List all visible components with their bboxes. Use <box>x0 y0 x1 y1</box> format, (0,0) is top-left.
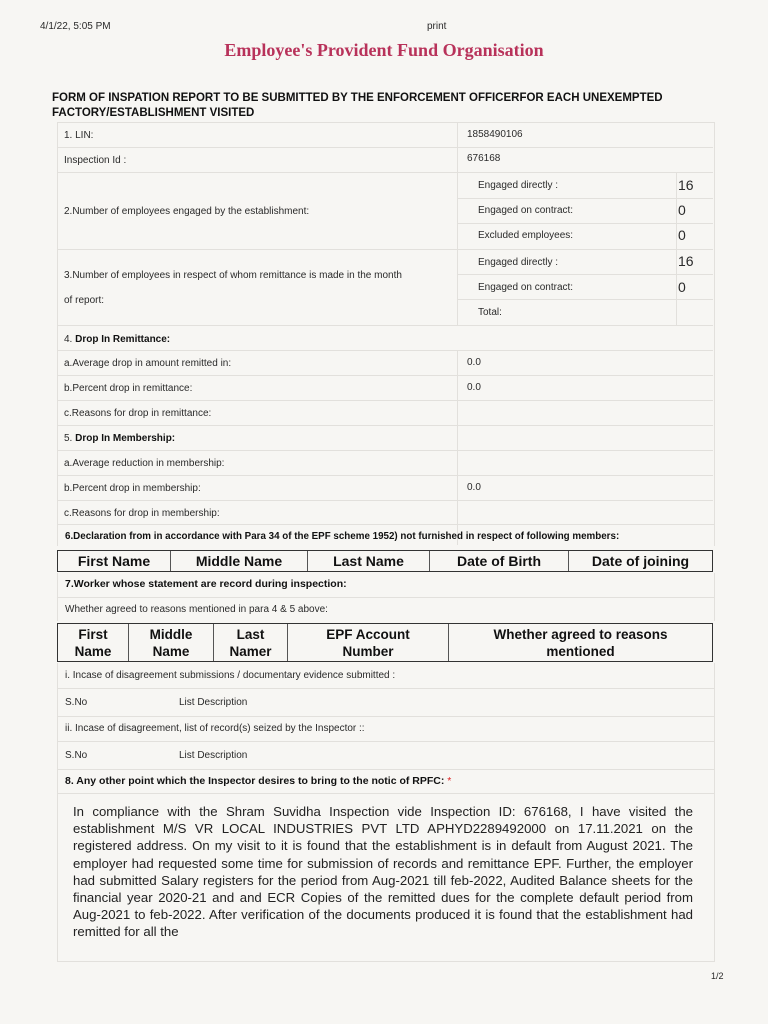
disagreement-seized-sno: S.No <box>65 750 88 761</box>
avg-drop-remitted-label: a.Average drop in amount remitted in: <box>64 358 232 369</box>
excluded-employees-row <box>458 223 713 249</box>
reason-drop-remittance-row <box>57 400 713 426</box>
employees-remittance-label-line2: of report: <box>64 295 105 306</box>
engaged-directly-label: Engaged directly : <box>478 180 559 191</box>
engaged-directly-row <box>458 172 713 198</box>
engaged-contract-row <box>458 198 713 223</box>
engaged-directly-value: 16 <box>678 177 694 193</box>
excluded-employees-value: 0 <box>678 227 686 243</box>
remit-total-row <box>458 299 713 326</box>
declaration-col-dob: Date of Birth <box>430 551 569 571</box>
declaration-col-last-name: Last Name <box>308 551 430 571</box>
declaration-col-doj: Date of joining <box>591 553 690 569</box>
lin-value: 1858490106 <box>467 129 523 140</box>
worker-col-middle-name-line2: Name <box>152 643 190 659</box>
pct-drop-remittance-value: 0.0 <box>467 382 481 393</box>
disagreement-submissions-label: i. Incase of disagreement submissions / documentary evidence submitted : <box>65 670 396 681</box>
worker-table-header <box>57 623 713 662</box>
disagreement-seized-list-row <box>57 741 715 770</box>
drop-membership-heading: Drop In Membership: <box>75 433 176 444</box>
worker-agreed-row <box>57 597 715 621</box>
inspection-id-label: Inspection Id : <box>64 155 127 166</box>
remit-engaged-directly-value: 16 <box>678 253 694 269</box>
declaration-col-first-name: First Name <box>58 551 171 571</box>
worker-col-epf-line1: EPF Account <box>326 626 410 642</box>
disagreement-submissions-list-row <box>57 688 715 717</box>
worker-heading-row <box>57 573 715 597</box>
avg-reduction-membership-label: a.Average reduction in membership: <box>64 458 225 469</box>
pct-drop-membership-row <box>57 475 713 501</box>
required-asterisk: * <box>447 775 452 787</box>
disagreement-submissions-row <box>57 663 715 688</box>
worker-col-first-name-line2: Name <box>74 643 112 659</box>
remit-engaged-contract-value: 0 <box>678 279 686 295</box>
worker-col-first-name-line1: First <box>78 626 108 642</box>
reason-drop-remittance-label: c.Reasons for drop in remittance: <box>64 408 212 419</box>
disagreement-submissions-sno: S.No <box>65 697 88 708</box>
declaration-heading: 6.Declaration from in accordance with Para 34 of the EPF scheme 1952) not furnished in respect of following members: <box>65 531 620 542</box>
declaration-table-header <box>57 550 713 572</box>
declaration-col-middle-name: Middle Name <box>171 551 308 571</box>
drop-remittance-heading: Drop In Remittance: <box>75 334 171 345</box>
pct-drop-remittance-row <box>57 375 713 401</box>
worker-col-middle-name-line1: Middle <box>149 626 193 642</box>
drop-membership-heading-row <box>57 425 713 451</box>
reason-drop-membership-row <box>57 500 713 525</box>
drop-remittance-num: 4. <box>64 334 73 345</box>
disagreement-seized-desc: List Description <box>179 750 248 761</box>
lin-row <box>57 122 713 147</box>
employees-remittance-label-line1: 3.Number of employees in respect of whom remittance is made in the month <box>64 270 402 281</box>
engaged-contract-value: 0 <box>678 202 686 218</box>
disagreement-seized-label: ii. Incase of disagreement, list of record(s) seized by the Inspector :: <box>65 723 365 734</box>
remarks-text: In compliance with the Shram Suvidha Inspection vide Inspection ID: 676168, I have visited the establishment M/S VR LOCAL INDUSTRIES PVT LTD APHYD2289492000 on 17.11.2021 on the registered address. On my visit to it is found that the establishment is in default from August 2021. The employer had requested some time for submission of records and remittance EPF. Further, the employer had submitted Salary registers for the period from Aug-2021 till feb-2022, Audited Balance sheets for the financial year 2020-21 and and ECR Copies of the remitted dues for the complete default period from Aug-2021 to feb-2022. After verification of the documents produced it is found that the establishment had remitted for all the <box>73 804 693 940</box>
worker-col-last-name-line2: Namer <box>229 643 272 659</box>
disagreement-seized-row <box>57 716 715 741</box>
print-datetime: 4/1/22, 5:05 PM <box>40 21 111 32</box>
engaged-contract-label: Engaged on contract: <box>478 205 574 216</box>
employees-engaged-label: 2.Number of employees engaged by the establishment: <box>64 206 310 217</box>
worker-col-agreed-line2: mentioned <box>546 643 615 659</box>
pct-drop-remittance-label: b.Percent drop in remittance: <box>64 383 193 394</box>
other-point-row <box>57 769 715 793</box>
worker-agreed-label: Whether agreed to reasons mentioned in para 4 & 5 above: <box>65 604 328 615</box>
remit-engaged-directly-label: Engaged directly : <box>478 257 559 268</box>
inspection-id-value: 676168 <box>467 153 501 164</box>
avg-drop-remitted-value: 0.0 <box>467 357 481 368</box>
remit-engaged-contract-row <box>458 274 713 300</box>
page-title: Employee's Provident Fund Organisation <box>224 40 544 60</box>
lin-label: 1. LIN: <box>64 130 94 141</box>
other-point-label: 8. Any other point which the Inspector desires to bring to the notic of RPFC: <box>65 775 445 787</box>
worker-heading: 7.Worker whose statement are record during inspection: <box>65 578 347 590</box>
disagreement-submissions-desc: List Description <box>179 697 248 708</box>
remit-total-label: Total: <box>478 307 502 318</box>
worker-col-last-name-line1: Last <box>236 626 265 642</box>
excluded-employees-label: Excluded employees: <box>478 230 574 241</box>
page-number: 1/2 <box>711 971 724 981</box>
avg-drop-remitted-row <box>57 350 713 376</box>
avg-reduction-membership-row <box>57 450 713 476</box>
pct-drop-membership-label: b.Percent drop in membership: <box>64 483 201 494</box>
form-title: FORM OF INSPATION REPORT TO BE SUBMITTED BY THE ENFORCEMENT OFFICERFOR EACH UNEXEMPTED FACTORY/ESTABLISHMENT VISITED <box>52 92 663 119</box>
worker-col-agreed-line1: Whether agreed to reasons <box>493 626 668 642</box>
remit-engaged-contract-label: Engaged on contract: <box>478 282 574 293</box>
pct-drop-membership-value: 0.0 <box>467 482 481 493</box>
print-tab-title: print <box>427 21 447 32</box>
inspection-id-row <box>57 147 713 173</box>
worker-col-epf-line2: Number <box>342 643 394 659</box>
drop-remittance-heading-row <box>57 325 713 350</box>
drop-membership-num: 5. <box>64 433 73 444</box>
reason-drop-membership-label: c.Reasons for drop in membership: <box>64 508 220 519</box>
remit-engaged-directly-row <box>458 249 713 275</box>
declaration-heading-row <box>57 524 715 546</box>
